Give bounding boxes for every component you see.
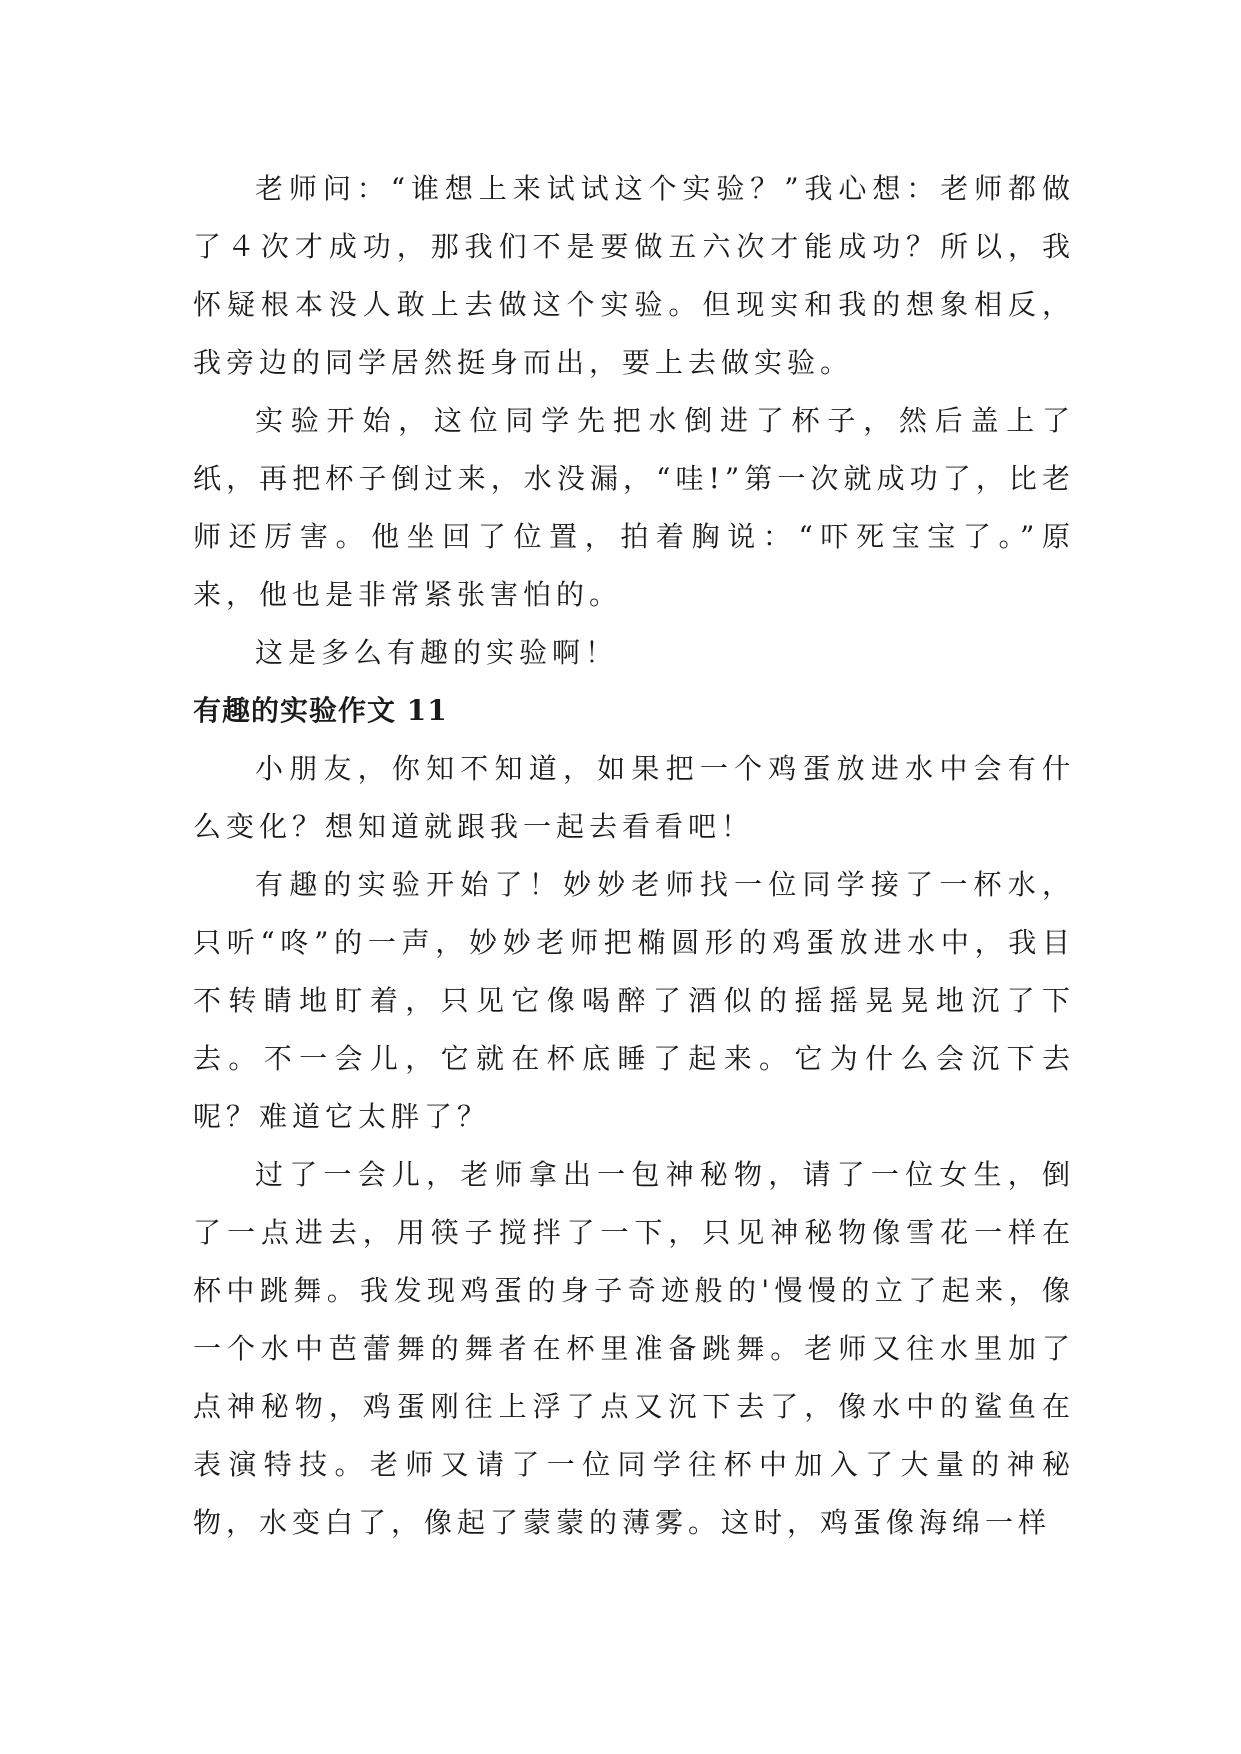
paragraph: 过了一会儿，老师拿出一包神秘物，请了一位女生，倒了一点进去，用筷子搅拌了一下，只见神秘物像雪花一样在杯中跳舞。我发现鸡蛋的身子奇迹般的'慢慢的立了起来，像一个水中芭蕾舞的舞者在杯里准备跳舞。老师又往水里加了点神秘物，鸡蛋刚往上浮了点又沉下去了，像水中的鲨鱼在表演特技。老师又请了一位同学往杯中加入了大量的神秘物，水变白了，像起了蒙蒙的薄雾。这时，鸡蛋像海绵一样	[193, 1158, 1075, 1539]
paragraph: 老师问：“谁想上来试试这个实验？”我心想：老师都做了４次才成功，那我们不是要做五六次才能成功？所以，我怀疑根本没人敢上去做这个实验。但现实和我的想象相反，我旁边的同学居然挺身而出，要上去做实验。	[193, 172, 1075, 379]
paragraph: 有趣的实验开始了！妙妙老师找一位同学接了一杯水，只听“咚”的一声，妙妙老师把椭圆形的鸡蛋放进水中，我目不转睛地盯着，只见它像喝醉了酒似的摇摇晃晃地沉了下去。不一会儿，它就在杯底睡了起来。它为什么会沉下去呢？难道它太胖了？	[193, 868, 1075, 1133]
paragraph: 实验开始，这位同学先把水倒进了杯子，然后盖上了纸，再把杯子倒过来，水没漏，“哇!”第一次就成功了，比老师还厉害。他坐回了位置，拍着胸说：“吓死宝宝了。”原来，他也是非常紧张害怕的。	[193, 404, 1075, 611]
section-title: 有趣的实验作文 11	[193, 694, 448, 727]
document-page	[193, 160, 1075, 1552]
paragraph: 小朋友，你知不知道，如果把一个鸡蛋放进水中会有什么变化？想知道就跟我一起去看看吧！	[193, 752, 1075, 843]
paragraph: 这是多么有趣的实验啊！	[255, 636, 619, 669]
